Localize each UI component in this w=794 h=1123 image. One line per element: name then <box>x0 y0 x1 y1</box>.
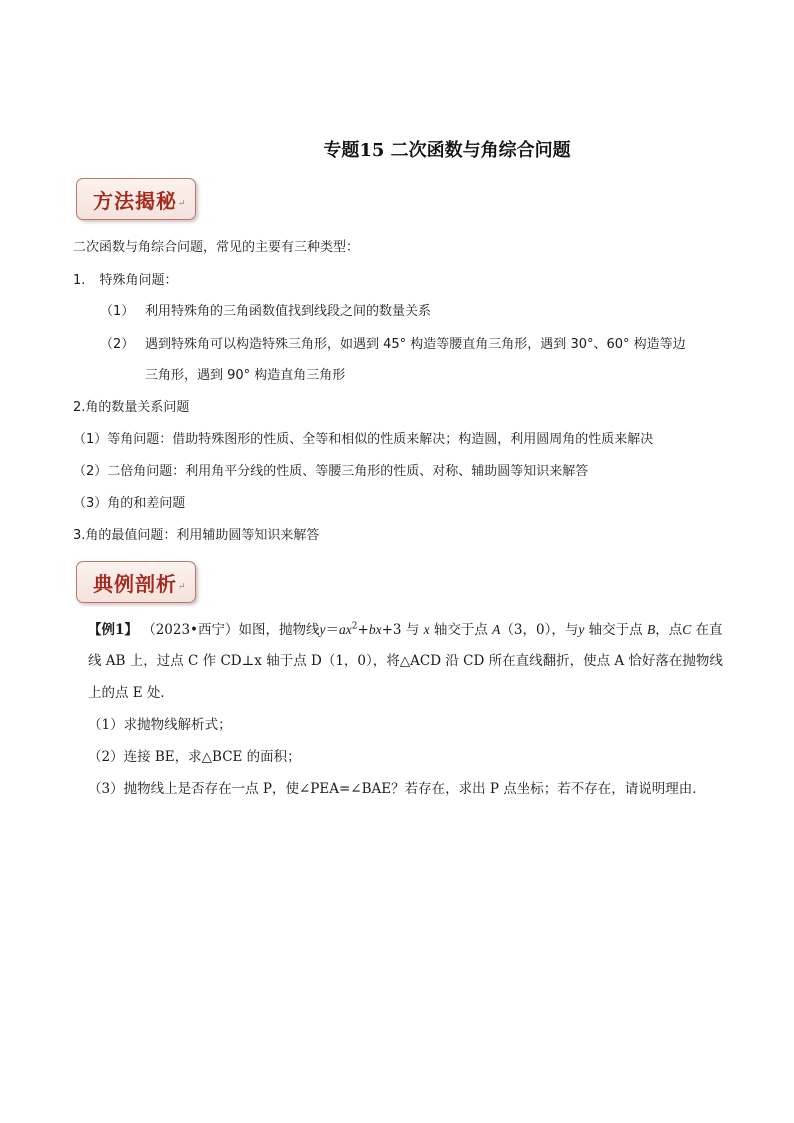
section-banner-examples <box>76 561 196 603</box>
section1-title: 特殊角问题： <box>99 273 178 288</box>
section2-item-3: （3）角的和差问题 <box>73 496 186 511</box>
example-line-1: 【例1】 （2023•西宁）如图，抛物线$y=ax^2+bx+3$ 与 x 轴交于点 A（3，0），与y 轴交于点 B，点C 在直 <box>88 621 723 638</box>
example-line-2: 线 AB 上，过点 C 作 CD⊥x 轴于点 D（1，0），将△ACD 沿 CD 所在直线翻折，使点 A 恰好落在抛物线 <box>88 653 723 669</box>
section1-heading <box>73 273 178 289</box>
section2-heading: 2.角的数量关系问题 <box>73 400 190 415</box>
example-text: （3，0），与 <box>500 622 579 638</box>
item-text: 遇到特殊角可以构造特殊三角形，如遇到 45° 构造等腰直角三角形，遇到 30°、60° 构造等边 <box>145 337 686 352</box>
item-number: （1） <box>100 304 135 319</box>
example-tag: 【例1】 <box>88 622 138 638</box>
question-1: （1）求抛物线解析式； <box>88 717 232 733</box>
section-banner-methods <box>76 178 196 220</box>
banner-label: 典例剖析 <box>93 571 177 596</box>
section1-number: 1. <box>73 273 86 288</box>
section2-item-2: （2）二倍角问题：利用角平分线的性质、等腰三角形的性质、对称、辅助圆等知识来解答 <box>73 464 589 479</box>
example-text: 在直 <box>695 622 723 638</box>
paragraph-mark-icon: ↵ <box>178 199 187 209</box>
section3-text: 3.角的最值问题：利用辅助圆等知识来解答 <box>73 528 320 543</box>
question-3: （3）抛物线上是否存在一点 P，使∠PEA=∠BAE？若存在，求出 P 点坐标；若不存在，请说明理由． <box>88 781 706 797</box>
item-text: 利用特殊角的三角函数值找到线段之间的数量关系 <box>145 304 432 319</box>
example-line-3: 上的点 E 处． <box>88 685 174 701</box>
item-number: （2） <box>100 337 135 352</box>
equation: y <box>319 622 326 637</box>
example-text: 轴交于点 <box>588 622 643 638</box>
intro-text: 二次函数与角综合问题，常见的主要有三种类型： <box>73 240 360 255</box>
example-text: 与 <box>405 622 420 638</box>
question-2: （2）连接 BE，求△BCE 的面积； <box>88 749 301 765</box>
section1-item-2 <box>100 337 686 353</box>
example-source: （2023•西宁） <box>142 622 239 638</box>
page-title: 专题15 二次函数与角综合问题 <box>323 140 571 161</box>
section1-item-2-continued: 三角形，遇到 90° 构造直角三角形 <box>145 368 346 383</box>
section2-item-1: （1）等角问题：借助特殊图形的性质、全等和相似的性质来解决；构造圆，利用圆周角的性质来解决 <box>73 432 654 447</box>
example-text: 如图，抛物线 <box>238 622 320 638</box>
example-text: 轴交于点 <box>433 622 488 638</box>
banner-label: 方法揭秘 <box>93 188 177 213</box>
paragraph-mark-icon: ↵ <box>178 582 187 592</box>
section1-item-1 <box>100 304 431 320</box>
example-text: ，点 <box>655 622 683 638</box>
